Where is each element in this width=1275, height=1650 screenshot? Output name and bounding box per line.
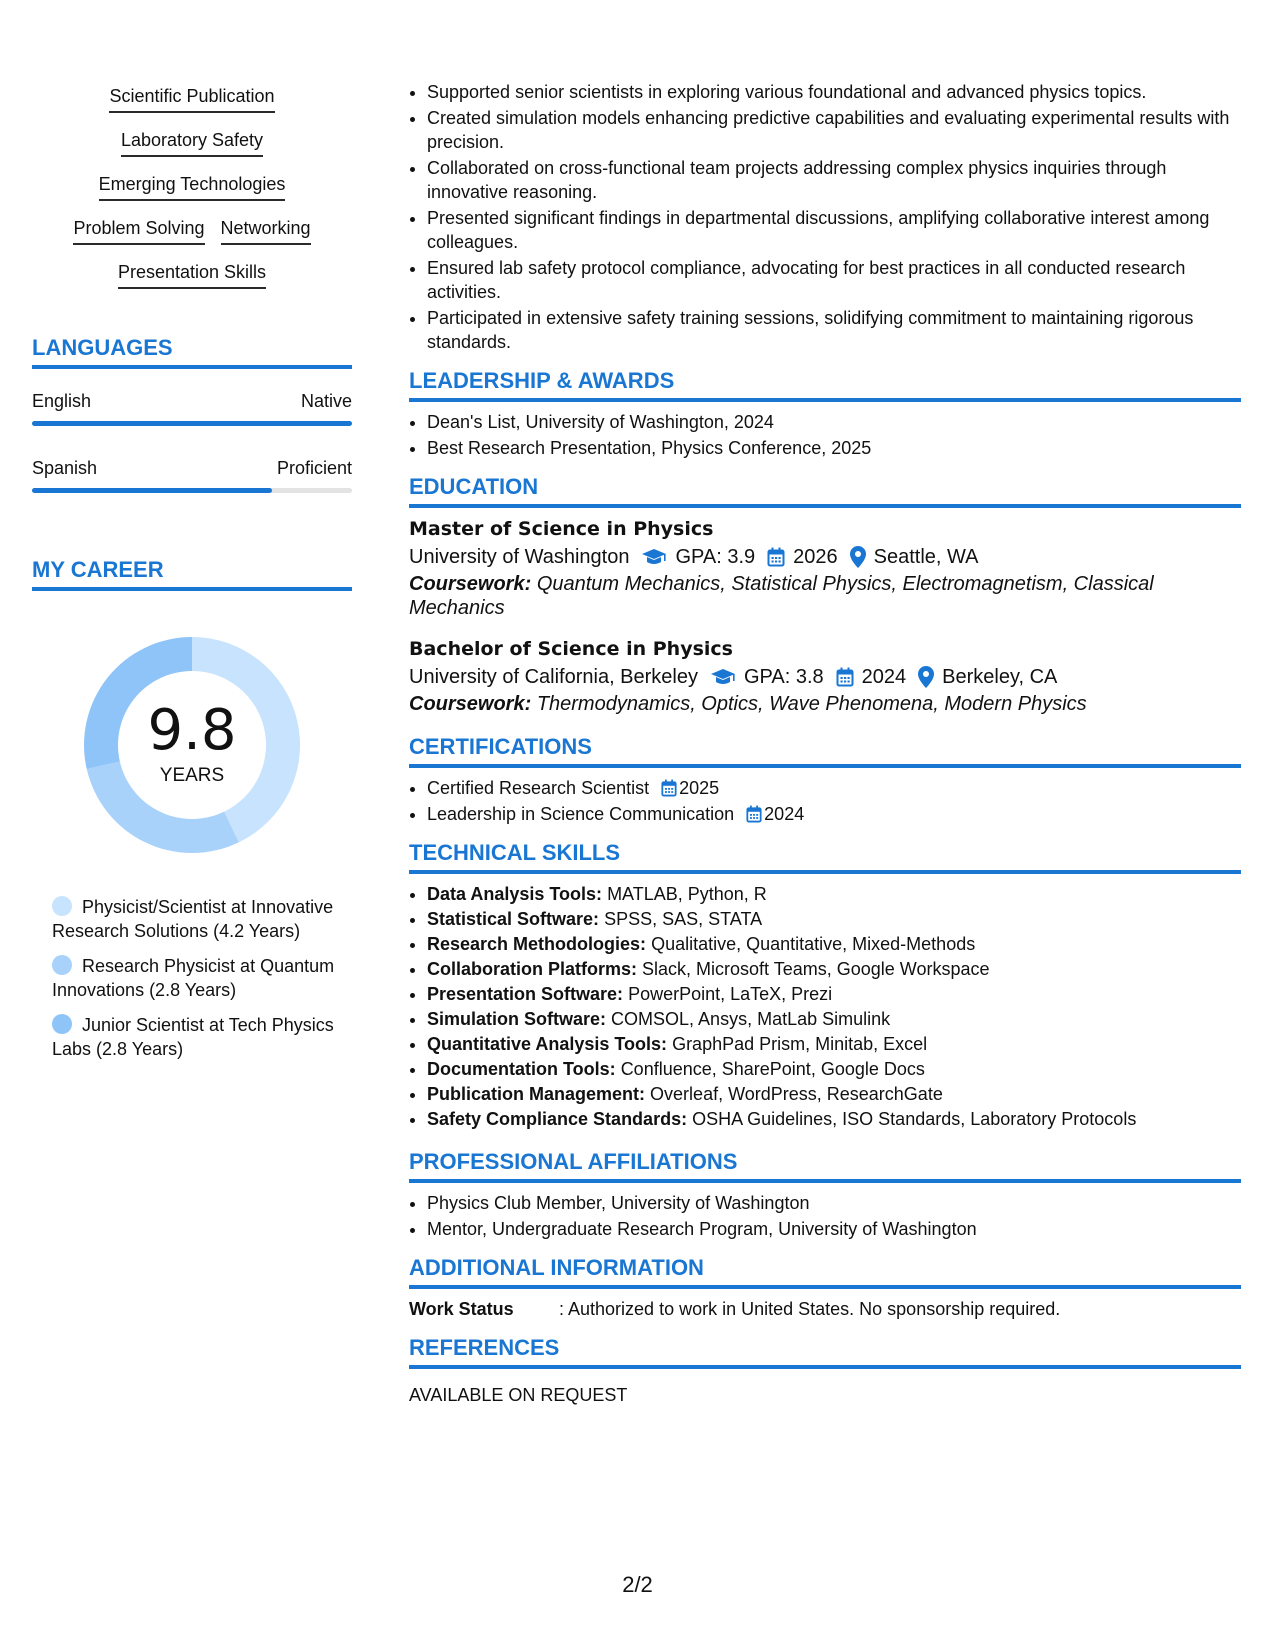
affiliations-section	[409, 1149, 1241, 1241]
skill-values: COMSOL, Ansys, MatLab Simulink	[611, 1009, 891, 1029]
list-item	[427, 882, 1241, 906]
references-section	[409, 1335, 1241, 1407]
skill-values: Qualitative, Quantitative, Mixed-Methods	[651, 934, 976, 954]
skill-tag: Problem Solving	[73, 216, 204, 245]
career-unit: YEARS	[159, 765, 225, 786]
legend-label: Physicist/Scientist at Innovative Research Solutions (4.2 Years)	[52, 897, 334, 941]
language-bar	[32, 488, 352, 493]
language-name: English	[32, 391, 92, 411]
list-item: • Created simulation models enhancing predictive capabilities and evaluating experimental results with precision.	[427, 106, 1241, 154]
coursework-list: Thermodynamics, Optics, Wave Phenomena, Modern Physics	[536, 693, 1087, 715]
section-title: TECHNICAL SKILLS	[409, 840, 1241, 874]
list-item: • Physics Club Member, University of Washington	[427, 1191, 1241, 1215]
list-item: • Best Research Presentation, Physics Conference, 2025	[427, 436, 1241, 460]
legend-dot	[52, 1014, 72, 1034]
calendar-icon	[746, 805, 762, 823]
skill-values: MATLAB, Python, R	[607, 884, 767, 904]
graduation-cap-icon	[710, 668, 736, 686]
left-column	[32, 84, 352, 1072]
coursework	[409, 692, 1241, 716]
gpa: GPA: 3.9	[675, 546, 756, 568]
technical-skills-section	[409, 840, 1241, 1131]
list-item	[427, 1107, 1241, 1131]
skill-values: Slack, Microsoft Teams, Google Workspace	[642, 959, 990, 979]
career-total: 9.8	[147, 698, 237, 763]
skill-values: GraphPad Prism, Minitab, Excel	[672, 1034, 928, 1054]
list-item	[427, 957, 1241, 981]
list-item	[427, 1057, 1241, 1081]
list-item	[427, 907, 1241, 931]
skill-tag: Presentation Skills	[118, 260, 266, 289]
list-item	[427, 932, 1241, 956]
skill-category: Publication Management:	[427, 1084, 646, 1104]
school-name: University of Washington	[409, 546, 630, 568]
skill-values: Overleaf, WordPress, ResearchGate	[650, 1084, 943, 1104]
skill-tag: Networking	[221, 216, 311, 245]
skill-category: Statistical Software:	[427, 909, 600, 929]
additional-info-section	[409, 1255, 1241, 1321]
legend-item	[52, 1013, 342, 1061]
work-status-value: : Authorized to work in United States. No sponsorship required.	[559, 1299, 1061, 1319]
skill-category: Research Methodologies:	[427, 934, 647, 954]
certification-name: • Certified Research Scientist	[427, 778, 650, 798]
language-bar	[32, 421, 352, 426]
awards-section	[409, 368, 1241, 460]
coursework	[409, 572, 1241, 620]
work-status-label: Work Status	[409, 1299, 514, 1319]
calendar-icon	[836, 667, 854, 687]
graduation-year: 2024	[861, 666, 907, 688]
skill-values: SPSS, SAS, STATA	[604, 909, 763, 929]
skill-category: Documentation Tools:	[427, 1059, 616, 1079]
degree-title: Master of Science in Physics	[409, 518, 714, 540]
education-item	[409, 636, 1241, 716]
list-item: • Participated in extensive safety training sessions, solidifying commitment to maintaining rigorous standards.	[427, 306, 1241, 354]
legend-label: Research Physicist at Quantum Innovations (2.8 Years)	[52, 956, 335, 1000]
list-item	[427, 1032, 1241, 1056]
coursework-list: Quantum Mechanics, Statistical Physics, Electromagnetism, Classical Mechanics	[409, 573, 1154, 619]
education-section	[409, 474, 1241, 716]
page-number: 2/2	[622, 1572, 653, 1597]
section-title: CERTIFICATIONS	[409, 734, 1241, 768]
skill-tag: Emerging Technologies	[99, 172, 286, 201]
skill-category: Simulation Software:	[427, 1009, 607, 1029]
list-item: • Dean's List, University of Washington, 2024	[427, 410, 1241, 434]
certification-name: • Leadership in Science Communication	[427, 804, 735, 824]
certification-year: 2024	[764, 804, 805, 824]
language-item	[32, 456, 352, 493]
list-item	[427, 802, 1241, 826]
skills-tags	[32, 84, 352, 289]
location: Berkeley, CA	[942, 666, 1058, 688]
section-title: LEADERSHIP & AWARDS	[409, 368, 1241, 402]
coursework-label: Coursework:	[409, 693, 532, 715]
section-title: EDUCATION	[409, 474, 1241, 508]
career-legend	[52, 895, 342, 1061]
skill-tag: Scientific Publication	[109, 84, 274, 113]
language-bar-fill	[32, 421, 352, 426]
education-item	[409, 516, 1241, 620]
skill-category: Data Analysis Tools:	[427, 884, 603, 904]
degree-title: Bachelor of Science in Physics	[409, 638, 733, 660]
language-bar-fill	[32, 488, 272, 493]
right-column	[409, 80, 1241, 1407]
location: Seattle, WA	[873, 546, 979, 568]
skill-values: PowerPoint, LaTeX, Prezi	[628, 984, 833, 1004]
gpa: GPA: 3.8	[744, 666, 824, 688]
skill-values: OSHA Guidelines, ISO Standards, Laboratory Protocols	[692, 1109, 1137, 1129]
legend-dot	[52, 896, 72, 916]
certifications-section	[409, 734, 1241, 826]
list-item: • Collaborated on cross-functional team projects addressing complex physics inquiries through innovative reasoning.	[427, 156, 1241, 204]
language-level: Native	[300, 391, 352, 411]
skill-category: Presentation Software:	[427, 984, 624, 1004]
location-pin-icon	[918, 666, 934, 688]
list-item: • Ensured lab safety protocol compliance, advocating for best practices in all conducted research activities.	[427, 256, 1241, 304]
language-item	[32, 389, 352, 426]
skill-values: Confluence, SharePoint, Google Docs	[620, 1059, 925, 1079]
section-title: REFERENCES	[409, 1335, 1241, 1369]
coursework-label: Coursework:	[409, 573, 532, 595]
career-donut-chart	[72, 625, 312, 865]
skill-category: Quantitative Analysis Tools:	[427, 1034, 668, 1054]
legend-item	[52, 954, 342, 1002]
school-name: University of California, Berkeley	[409, 666, 698, 688]
graduation-cap-icon	[641, 548, 667, 566]
skill-category: Safety Compliance Standards:	[427, 1109, 688, 1129]
list-item: • Presented significant findings in departmental discussions, amplifying collaborative interest among colleagues.	[427, 206, 1241, 254]
experience-bullets	[409, 80, 1241, 354]
graduation-year: 2026	[793, 546, 838, 568]
legend-item	[52, 895, 342, 943]
list-item	[427, 1007, 1241, 1031]
legend-label: Junior Scientist at Tech Physics Labs (2.8 Years)	[52, 1015, 334, 1059]
career-title: MY CAREER	[32, 557, 352, 591]
calendar-icon	[661, 779, 677, 797]
list-item	[427, 1082, 1241, 1106]
calendar-icon	[767, 547, 785, 567]
list-item: • Supported senior scientists in exploring various foundational and advanced physics topics.	[427, 80, 1241, 104]
certification-year: 2025	[679, 778, 720, 798]
skill-tag: Laboratory Safety	[121, 128, 263, 157]
location-pin-icon	[850, 546, 866, 568]
languages-title: LANGUAGES	[32, 335, 352, 369]
list-item: • Mentor, Undergraduate Research Program, University of Washington	[427, 1217, 1241, 1241]
references-text: AVAILABLE ON REQUEST	[409, 1385, 628, 1405]
list-item	[427, 776, 1241, 800]
section-title: ADDITIONAL INFORMATION	[409, 1255, 1241, 1289]
legend-dot	[52, 955, 72, 975]
section-title: PROFESSIONAL AFFILIATIONS	[409, 1149, 1241, 1183]
language-level: Proficient	[276, 458, 352, 478]
skill-category: Collaboration Platforms:	[427, 959, 638, 979]
language-name: Spanish	[32, 458, 98, 478]
list-item	[427, 982, 1241, 1006]
